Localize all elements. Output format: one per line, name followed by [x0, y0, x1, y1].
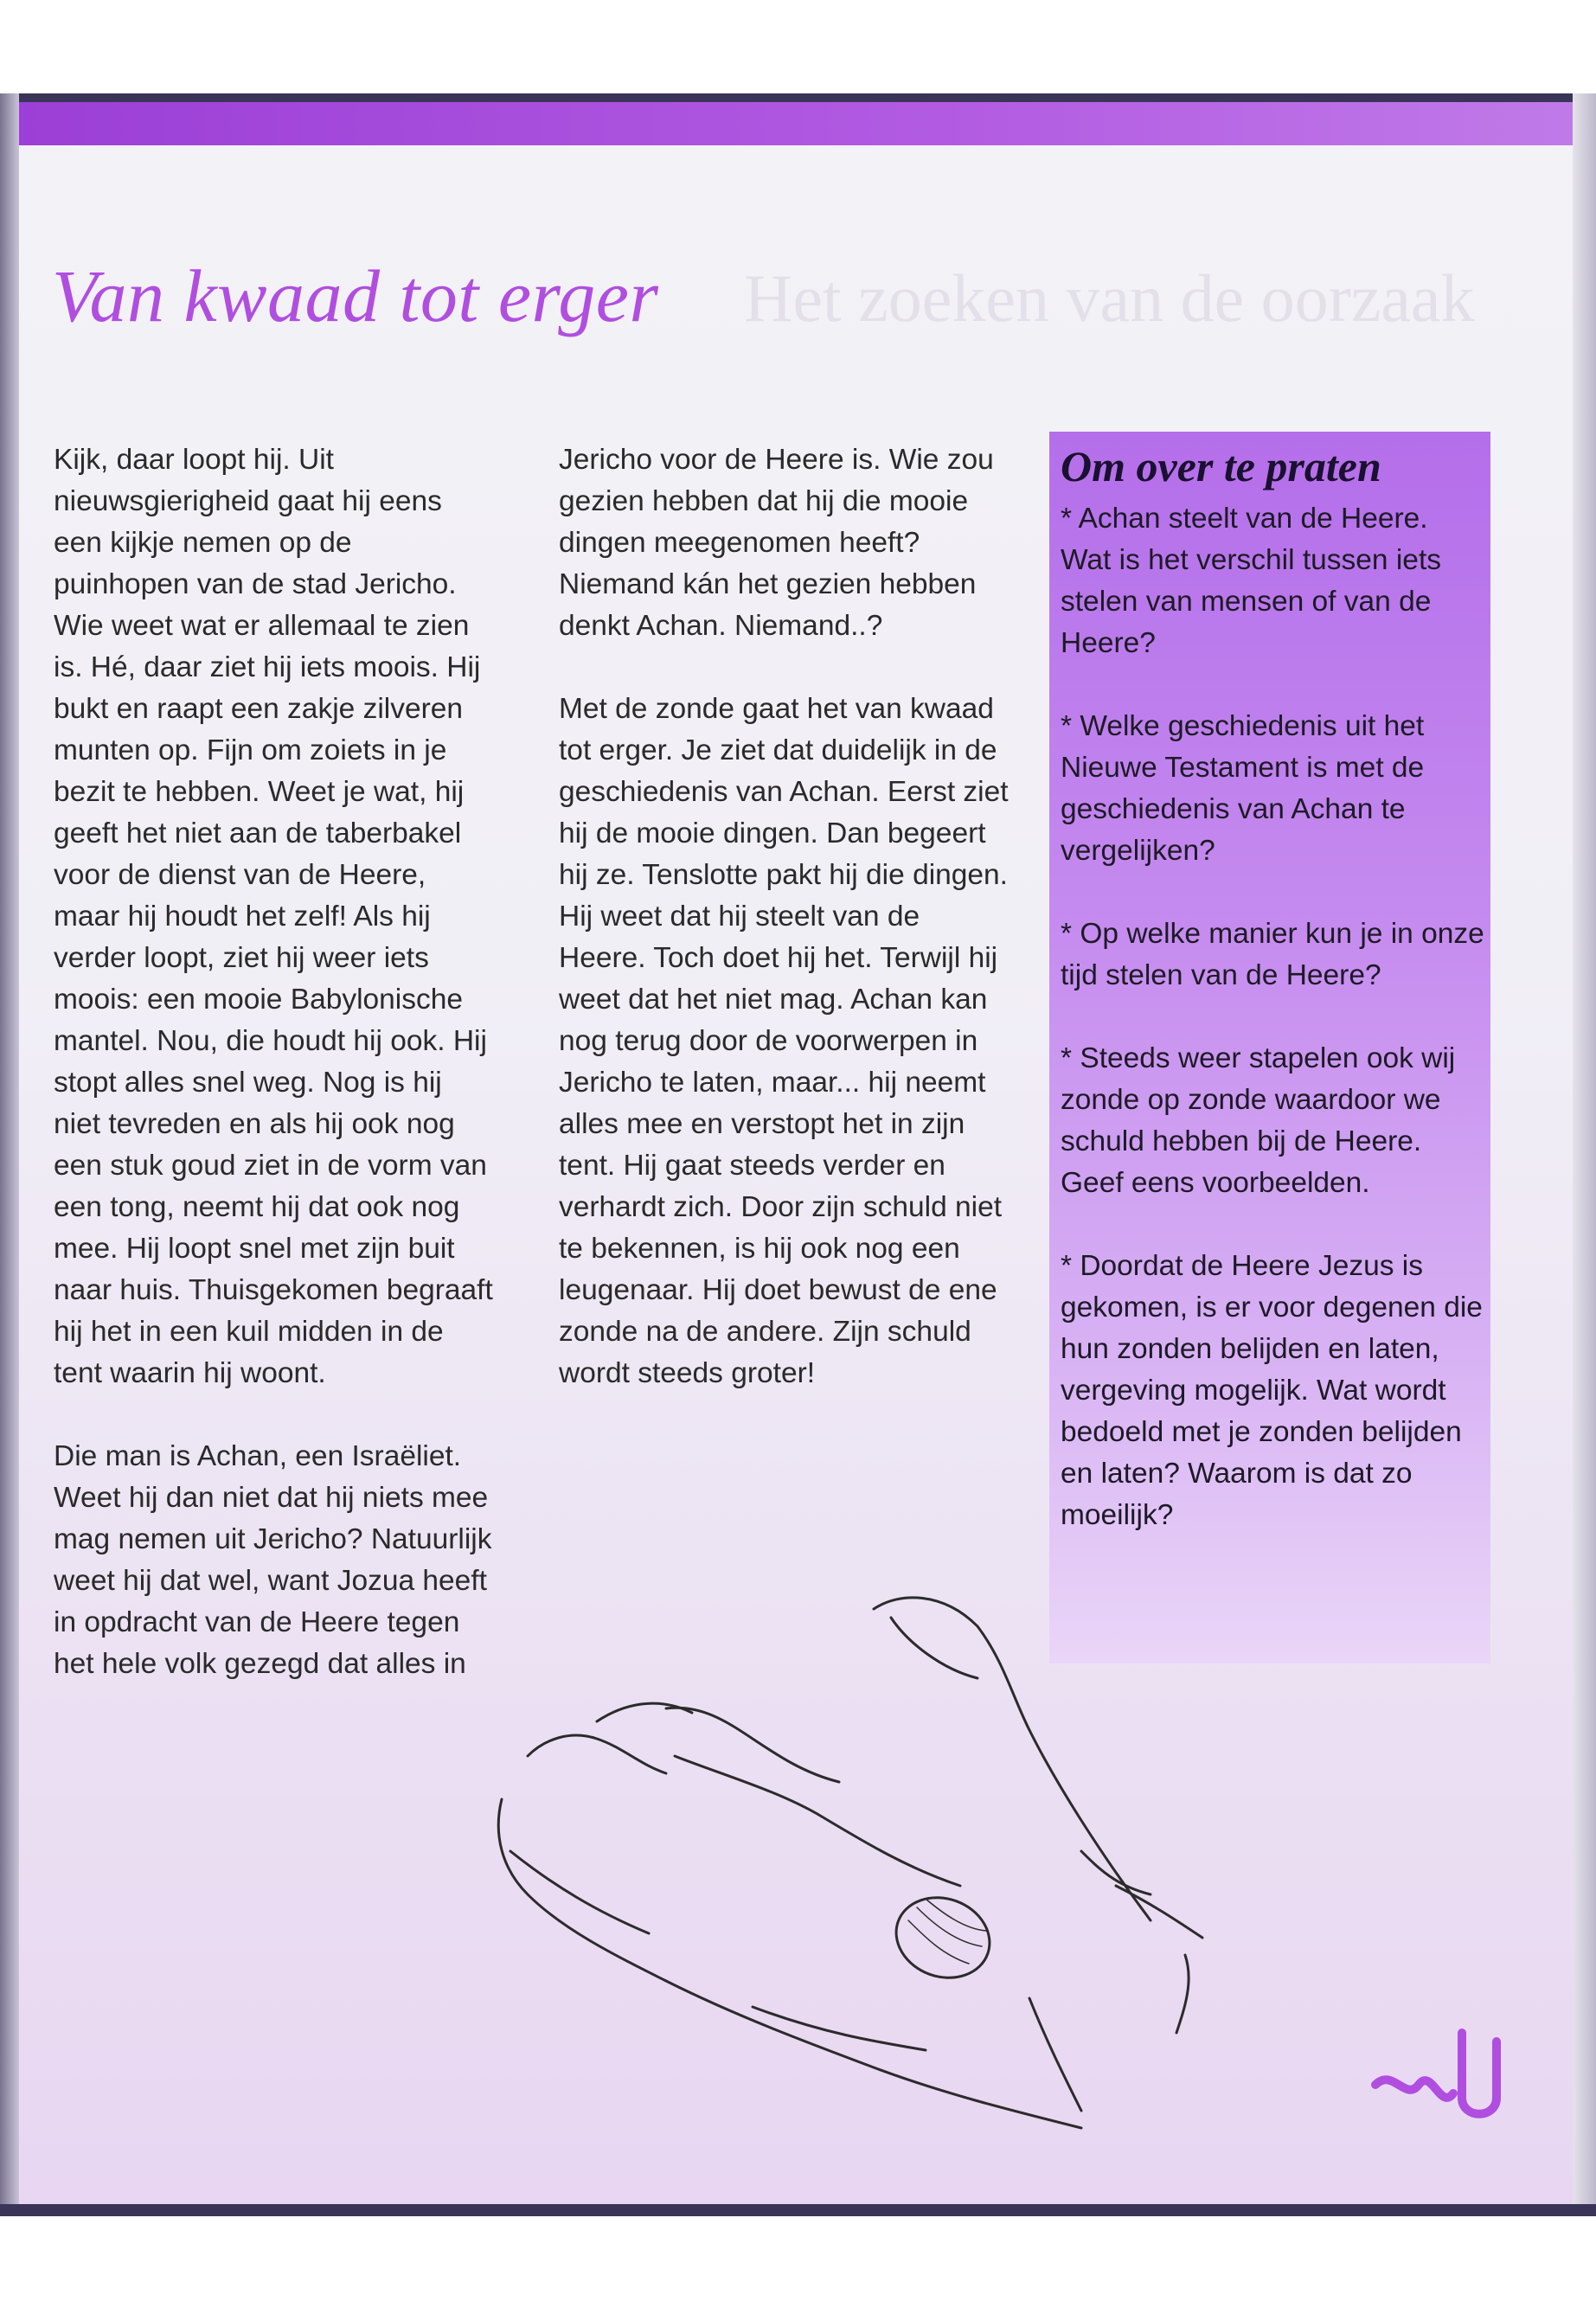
paragraph: Die man is Achan, een Israëliet. Weet hij dan niet dat hij niets mee mag nemen uit Jericho? Natuurlijk weet hij dat wel, want Jozua heeft in opdracht van de Heere tegen het hele volk gezegd dat alles in [54, 1440, 492, 1680]
hand-with-coin-icon [493, 1592, 1393, 2163]
show-through-title: Het zoeken van de oorzaak [744, 260, 1475, 336]
discussion-questions [1061, 498, 1484, 1536]
page-title: Van kwaad tot erger [52, 254, 659, 337]
publisher-logo-icon [1367, 2016, 1514, 2128]
paragraph: Jericho voor de Heere is. Wie zou gezien hebben dat hij die mooie dingen meegenomen heeft? Niemand kán het gezien hebben denkt Achan. Niemand..? [559, 444, 994, 642]
top-edge [0, 93, 1596, 102]
discussion-box-title: Om over te praten [1061, 442, 1381, 490]
paragraph: Kijk, daar loopt hij. Uit nieuwsgierigheid gaat hij eens een kijkje nemen op de puinhopen van de stad Jericho. Wie weet wat er allemaal te zien is. Hé, daar ziet hij iets moois. Hij bukt en raapt een zakje zilveren munten op. Fijn om zoiets in je bezit te hebben. Weet je wat, hij geeft het niet aan de taberbakel voor de dienst van de Heere, maar hij houdt het zelf! Als hij verder loopt, ziet hij weer iets moois: een mooie Babylonische mantel. Nou, die houdt hij ook. Hij stopt alles snel weg. Nog is hij niet tevreden en als hij ook nog een stuk goud ziet in de vorm van een tong, neemt hij dat ook nog mee. Hij loopt snel met zijn buit naar huis. Thuisgekomen begraaft hij het in een kuil midden in de tent waarin hij woont. [54, 444, 493, 1389]
bottom-edge [0, 2204, 1596, 2216]
header-bar [19, 102, 1573, 145]
question-item: * Op welke manier kun je in onze tijd stelen van de Heere? [1061, 918, 1484, 991]
text-column-1 [54, 439, 495, 1685]
book-spine [0, 93, 19, 2204]
question-item: * Steeds weer stapelen ook wij zonde op zonde waardoor we schuld hebben bij de Heere. Geef eens voorbeelden. [1061, 1042, 1456, 1199]
question-item: * Achan steelt van de Heere. Wat is het verschil tussen iets stelen van mensen of van de Heere? [1061, 503, 1441, 659]
text-column-2 [559, 439, 1009, 1394]
paragraph: Met de zonde gaat het van kwaad tot erger. Je ziet dat duidelijk in de geschiedenis van Achan. Eerst ziet hij de mooie dingen. Dan begeert hij ze. Tenslotte pakt hij die dingen. Hij weet dat hij steelt van de Heere. Toch doet hij het. Terwijl hij weet dat het niet mag. Achan kan nog terug door de voorwerpen in Jericho te laten, maar... hij neemt alles mee en verstopt het in zijn tent. Hij gaat steeds verder en verhardt zich. Door zijn schuld niet te bekennen, is hij ook nog een leugenaar. Hij doet bewust de ene zonde na de andere. Zijn schuld wordt steeds groter! [559, 693, 1009, 1389]
question-item: * Welke geschiedenis uit het Nieuwe Testament is met de geschiedenis van Achan te vergelijken? [1061, 710, 1425, 867]
page-edge [1573, 93, 1596, 2204]
question-item: * Doordat de Heere Jezus is gekomen, is er voor degenen die hun zonden belijden en laten, vergeving mogelijk. Wat wordt bedoeld met je zonden belijden en laten? Waarom is dat zo moeilijk? [1061, 1250, 1483, 1531]
